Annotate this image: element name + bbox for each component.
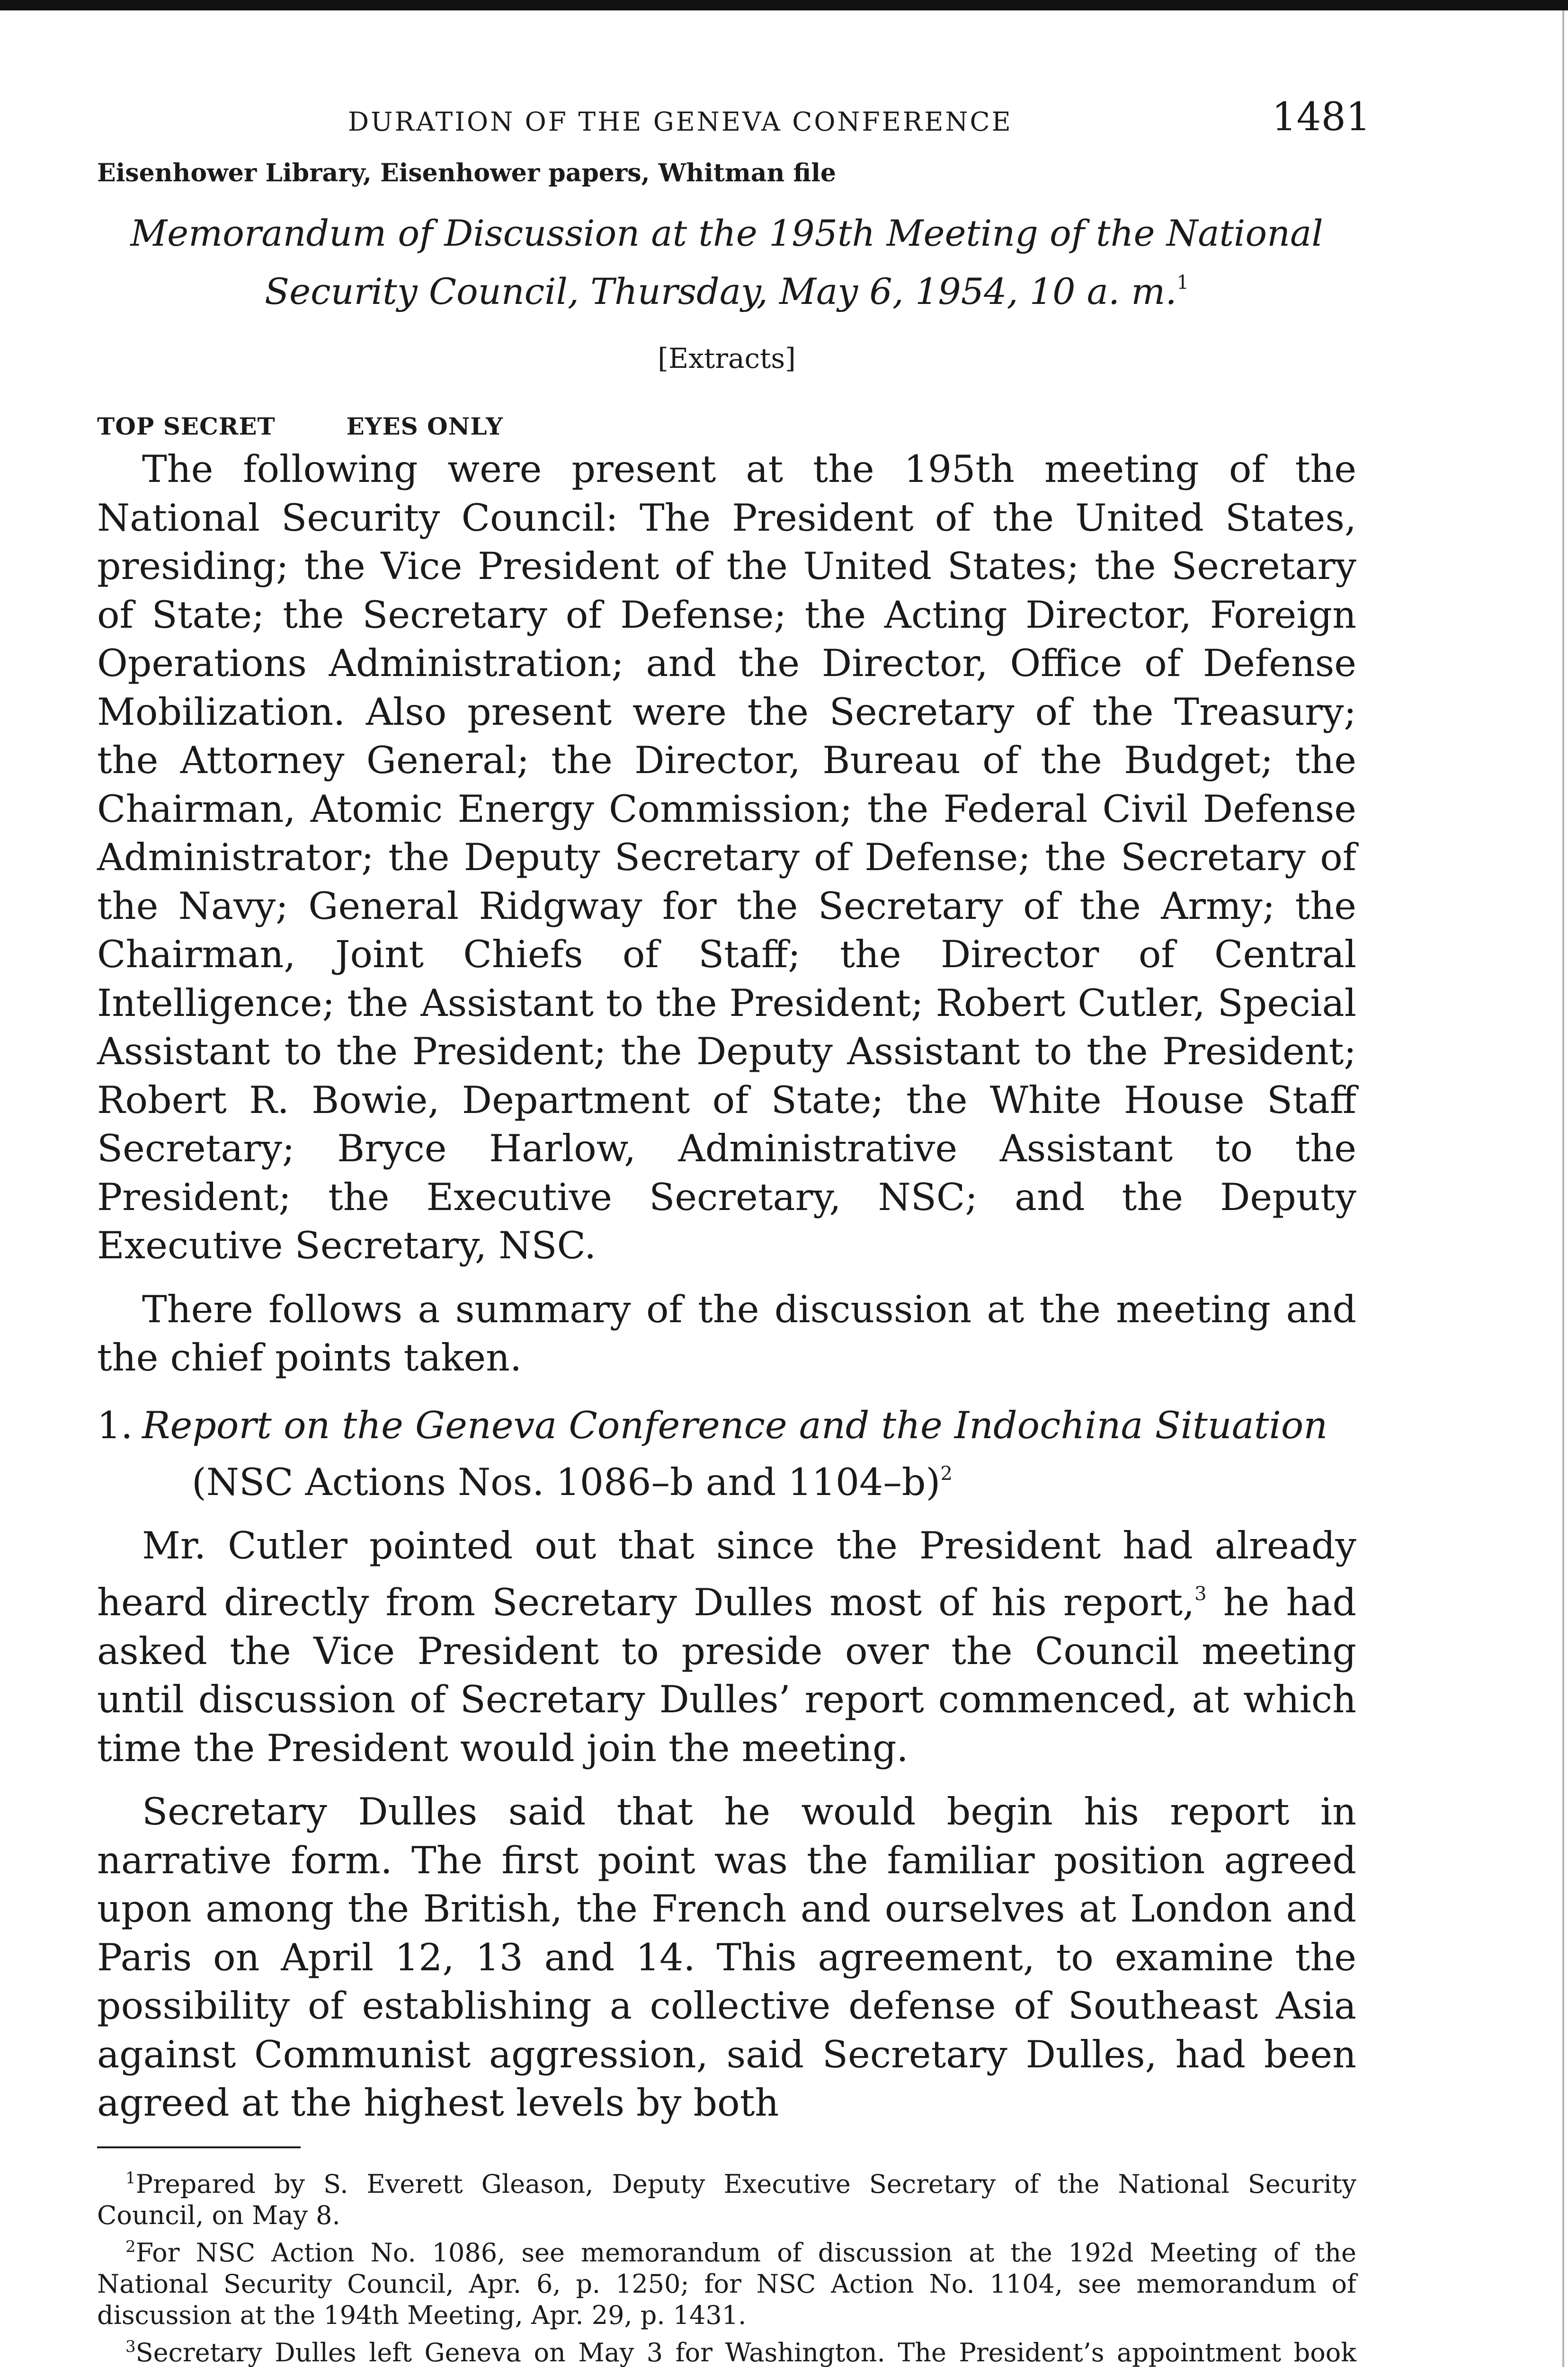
document-page — [97, 92, 1371, 2367]
classification-handling: EYES ONLY — [346, 412, 503, 440]
item-1-title: Report on the Geneva Conference and the Indochina Situation — [142, 1403, 1328, 1447]
footnote-1-mark: 1 — [125, 2168, 136, 2188]
title-footnote-ref: 1 — [1176, 272, 1189, 294]
footnote-rule — [97, 2146, 301, 2148]
page-number: 1481 — [1272, 95, 1371, 140]
document-title-line-2 — [97, 258, 1356, 316]
paragraph-cutler — [97, 1522, 1356, 1773]
item-1-actions: (NSC Actions Nos. 1086–b and 1104–b) — [192, 1460, 941, 1504]
document-title — [97, 209, 1356, 316]
running-head — [97, 92, 1371, 149]
footnote-1 — [97, 2162, 1356, 2231]
document-title-line-2-text: Security Council, Thursday, May 6, 1954, 10 a. m. — [265, 270, 1177, 312]
paragraph-attendees: The following were present at the 195th meeting of the National Security Council: The President of the United States, presiding; the Vice President of the United States; the Secretary of State; the Secretary of Defense; the Acting Director, Foreign Operations Administration; and the Director, Office of Defense Mobilization. Also present were the Secretary of the Treasury; the Attorney General; the Director, Bureau of the Budget; the Chairman, Atomic Energy Commission; the Federal Civil Defense Administrator; the Deputy Secretary of Defense; the Secretary of the Navy; General Ridgway for the Secretary of the Army; the Chairman, Joint Chiefs of Staff; the Director of Central Intelligence; the Assistant to the President; Robert Cutler, Special Assistant to the President; the Deputy Assistant to the President; Robert R. Bowie, Department of State; the White House Staff Secretary; Bryce Harlow, Administrative Assistant to the President; the Executive Secretary, NSC; and the Deputy Executive Secretary, NSC. — [97, 447, 1356, 1267]
scan-right-edge — [1562, 10, 1564, 2367]
source-line: Eisenhower Library, Eisenhower papers, Whitman file — [97, 159, 837, 187]
scan-top-border — [0, 0, 1568, 10]
running-title: DURATION OF THE GENEVA CONFERENCE — [348, 107, 1013, 137]
footnote-2-text: For NSC Action No. 1086, see memorandum of discussion at the 192d Meeting of the National Security Council, Apr. 6, p. 1250; for NSC Action No. 1104, see memorandum of discussion at the 194th Meeting, Apr. 29, p. 1431. — [97, 2237, 1356, 2330]
item-1-heading — [97, 1401, 1356, 1506]
paragraph-dulles-report: Secretary Dulles said that he would begin his report in narrative form. The first point was the familiar position agreed upon among the British, the French and ourselves at London and Paris on April 12, 13 and 14. This agreement, to examine the possibility of establishing a collective defense of Southeast Asia against Communist aggression, said Secretary Dulles, had been agreed at the highest levels by both — [97, 1790, 1356, 2125]
classification-level: TOP SECRET — [97, 412, 276, 440]
paragraph-cutler-part-2: he had asked the Vice President to preside over the Council meeting until discussion of Secretary Dulles’ report commenced, at which time the President would join the meeting. — [97, 1581, 1357, 1770]
footnote-3-text: Secretary Dulles left Geneva on May 3 for Washington. The President’s appointment book — [135, 2337, 1356, 2367]
item-1-number: 1. — [97, 1403, 133, 1447]
footnote-2 — [97, 2231, 1356, 2331]
footnote-1-text: Prepared by S. Everett Gleason, Deputy Executive Secretary of the National Security Council, on May 8. — [97, 2169, 1356, 2230]
paragraph-summary-intro: There follows a summary of the discussion at the meeting and the chief points taken. — [97, 1287, 1356, 1379]
extracts-label: [Extracts] — [658, 342, 796, 374]
item-1-footnote-ref: 2 — [940, 1462, 953, 1485]
paragraph-cutler-part-1: Mr. Cutler pointed out that since the President had already heard directly from Secretary Dulles most of his report, — [97, 1523, 1356, 1624]
footnotes — [97, 2162, 1356, 2367]
footnote-3-mark: 3 — [125, 2337, 136, 2356]
classification-line — [97, 412, 1356, 440]
footnote-2-mark: 2 — [125, 2237, 136, 2256]
footnote-3 — [97, 2331, 1356, 2367]
document-title-line-1: Memorandum of Discussion at the 195th Meeting of the National — [130, 212, 1323, 254]
paragraph-cutler-footnote-ref: 3 — [1194, 1583, 1207, 1605]
